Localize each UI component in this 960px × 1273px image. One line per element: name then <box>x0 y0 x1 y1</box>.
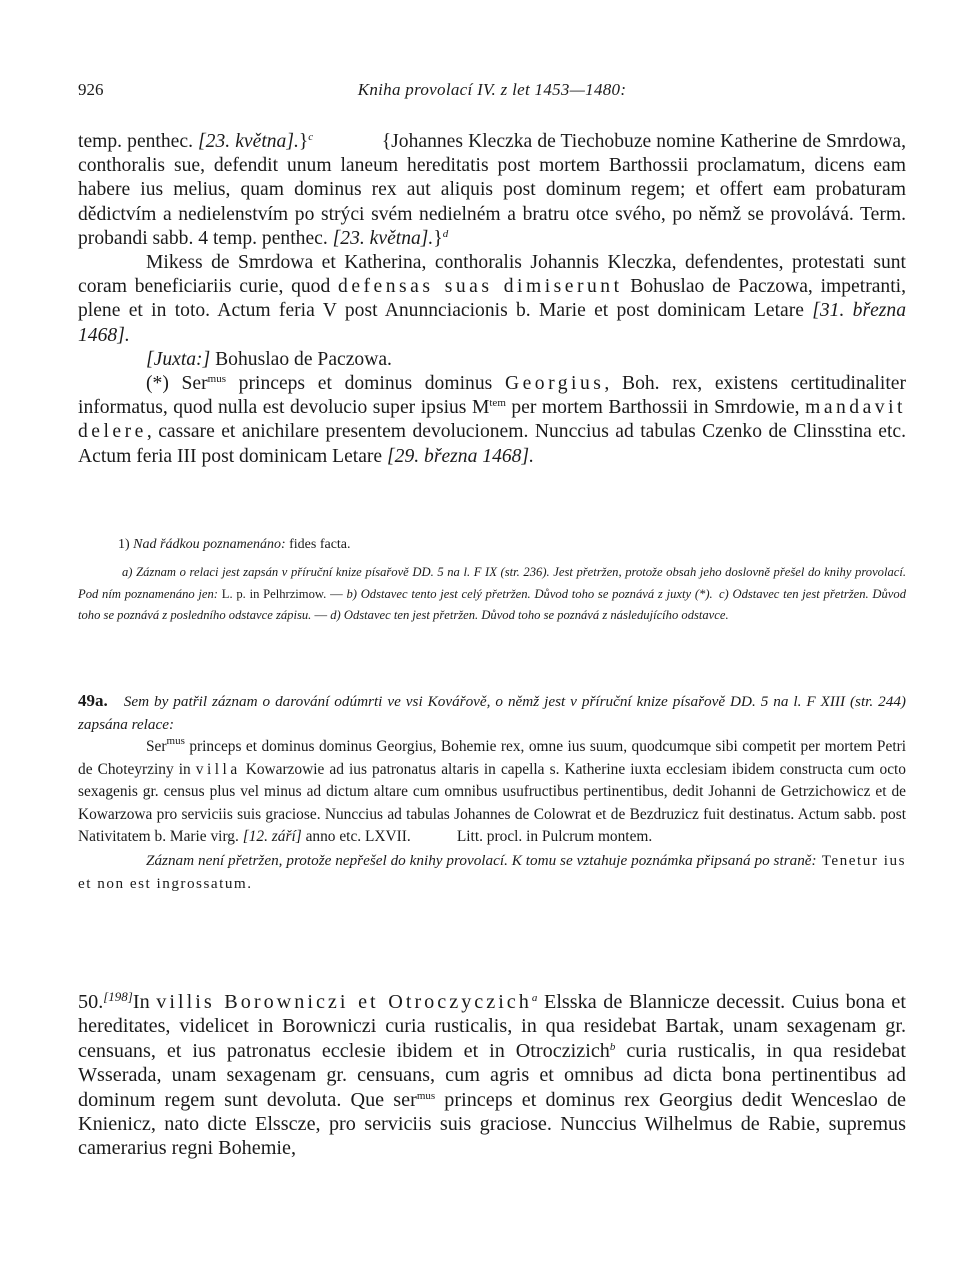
date-note: [23. května]. <box>332 227 434 249</box>
footnote-mark: b <box>609 1040 616 1053</box>
paragraph-georgius: (*) Ser$^{mus}$ princeps et dominus dominus Georgius, Boh. rex, existens certitudinaliter informatus, quod nulla est devolucio super ipsius $M^{tem}$ per mortem Barthossii in Smrdowie, mandavit delere, cassare et anichilare presentem devolucionem. Nunccius ad tabulas Czenko de Clinsstina etc. Actum feria III post dominicam Letare [29. března 1468]. <box>78 373 906 467</box>
date-note: [31. března 1468]. <box>78 300 907 346</box>
footnote-1: 1) Nad řádkou poznamenáno: fides facta. <box>118 537 351 552</box>
paragraph-mikess: Mikess de Smrdowa et Katherina, conthoralis Johannis Kleczka, defendentes, protestati sunt coram beneficiariis curie, quod defensas suas dimiserunt Bohuslao de Paczowa, impetranti, plene et in toto. Actum feria V post Anunnciacionis b. Marie et post dominicam Letare [31. března 1468]. <box>78 252 907 346</box>
running-title: Kniha provolací IV. z let 1453—1480: <box>357 80 627 99</box>
entry-50: 50.[198]In villis Borowniczi et Otroczyczich$^a$ Elsska de Blannicze decessit. Cuius bona et hereditates, videlicet in Borowniczi curia rusticalis, in qua residebat Bartak, unam sexagenam gr. censuans, et ius patronatus ecclesie ibidem et in Otroczizich$^b$ curia rusticalis, in qua residebat Wsserada, unam sexagenam gr. censuans, cum agris et omnibus ad dicta bona pertinentibus ad dominum regem sunt devoluta. Que ser$^{mus}$ princeps et dominus rex Georgius dedit Wenceslao de Knienicz, nato dicte Elsscze, pro serviciis suis graciose. Nunccius Wilhelmus de Rabie, supremus camerarius regni Bohemie, <box>78 989 907 1160</box>
critical-apparatus: a) Záznam o relaci jest zapsán v příruční knize písařově DD. 5 na l. F IX (str. 236). Jest přetržen, protože obsah jeho doslovně přešel do knihy provolací. Pod ním poznamenáno jen: L. p. in Pelhrzimow. — b) Odstavec tento jest celý přetržen. Důvod toho se poznává z juxty (*). c) Odstavec ten jest přetržen. Důvod toho se poznává z posledního odstavce zápisu. — d) Odstavec ten jest přetržen. Důvod toho se poznává z následujícího odstavce. <box>78 565 906 622</box>
entry-number: 50. <box>78 991 104 1013</box>
footnote-mark: a <box>531 992 538 1004</box>
entry-49a: 49a. Sem by patřil záznam o darování odúmrti ve vsi Kovářově, o němž jest v příruční knize písařově DD. 5 na l. F XIII (str. 244) zapsána relace: Ser$^{mus}$ princeps et dominus dominus Georgius, Bohemie rex, omne ius suum, quodcumque sibi competit per mortem Petri de Choteyrziny in villa Kowarzowie ad ius patronatus altaris in capella s. Katherine iuxta ecclesiam ibidem constructa cum octo sexagenis gr. census plus vel minus ad dictum altare cum omnibus usufructibus pertinentibus, dedit Johanni de Getrzichowicz et de Kowarzowa pro serviciis suis graciose. Nunccius ad tabulas Johannes de Colowrat et de Bezdruzicz fuit destinatus. Actum sabb. post Nativitatem b. Marie virg. [12. září] anno etc. LXVII. Litt. procl. in Pulcrum montem. Záznam není přetržen, protože nepřešel do knihy provolací. K tomu se vztahuje poznámka připsaná po straně: Tenetur ius et non est ingrossatum. <box>78 691 907 892</box>
page-number: 926 <box>78 80 104 99</box>
paragraph-johannes: temp. penthec. [23. května].}$^c$ {Johannes Kleczka de Tiechobuze nomine Katherine de Smrdowa, conthoralis sue, defendit unum laneum hereditatis post mortem Barthossii proclamatum, dicens eam habere ius melius, quam dominus rex aut aliquis post dominum regem; et offert eam probaturam dědictvím a nedielenstvím po strýci svém nedielném a bratru otce svého, po němž se provolává. Term. probandi sabb. 4 temp. penthec. [23. května].}$^d$ <box>78 131 906 249</box>
main-text <box>78 130 906 469</box>
footnote-mark: c <box>308 131 314 143</box>
footnote-mark: d <box>442 227 449 240</box>
date-note: [29. března 1468]. <box>387 445 534 467</box>
paragraph-juxta: [Juxta:] Bohuslao de Paczowa. <box>146 348 392 370</box>
date-note: [23. května]. <box>198 131 299 152</box>
entry-number: 49a. <box>78 691 108 710</box>
folio-mark: [198] <box>103 989 133 1004</box>
